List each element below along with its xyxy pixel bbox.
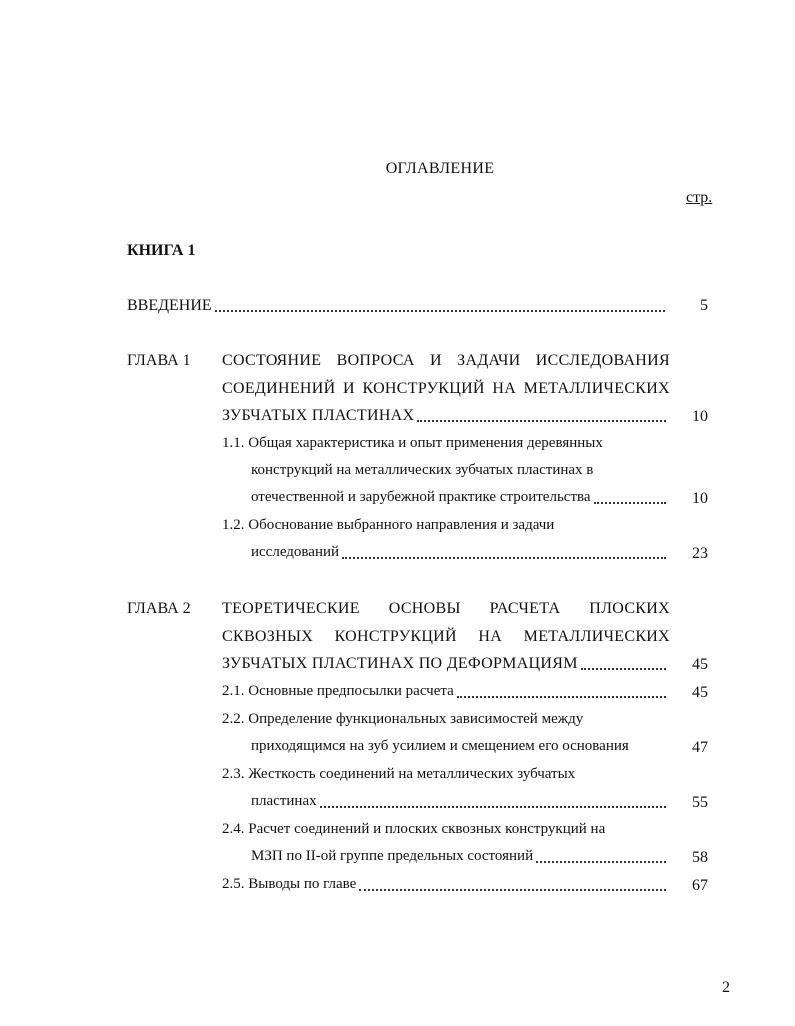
section-2-3-line-1: 2.3. Жесткость соединений на металлических зубчатых <box>222 766 576 782</box>
chapter-1-title-line-3: ЗУБЧАТЫХ ПЛАСТИНАХ <box>222 407 415 424</box>
book-label: КНИГА 1 <box>127 242 196 259</box>
toc-entry-page: 45 <box>692 684 708 701</box>
toc-entry-page: 23 <box>692 545 708 562</box>
chapter-2-label: ГЛАВА 2 <box>127 600 191 617</box>
dot-leader <box>320 806 666 808</box>
section-2-4-line-2: МЗП по II-ой группе предельных состояний <box>251 848 534 864</box>
toc-entry-intro[interactable] <box>127 297 669 315</box>
section-2-5-line-1: 2.5. Выводы по главе <box>222 876 357 892</box>
section-1-2-line-1: 1.2. Обоснование выбранного направления и задачи <box>222 517 555 533</box>
dot-leader <box>359 889 666 891</box>
chapter-1-title-line-1: СОСТОЯНИЕ ВОПРОСА И ЗАДАЧИ ИССЛЕДОВАНИЯ <box>222 352 670 369</box>
section-2-2-line-1: 2.2. Определение функциональных зависимостей между <box>222 711 584 727</box>
toc-entry-page: 47 <box>692 739 708 756</box>
toc-entry-section-1-1[interactable] <box>251 489 670 506</box>
section-2-2-line-2: приходящимся на зуб усилием и смещением его основания <box>251 738 629 754</box>
toc-entry-label: ВВЕДЕНИЕ <box>127 297 212 314</box>
dot-leader <box>215 310 665 312</box>
chapter-2-title-line-1: ТЕОРЕТИЧЕСКИЕ ОСНОВЫ РАСЧЕТА ПЛОСКИХ <box>222 600 670 617</box>
page-column-label: стр. <box>686 189 713 206</box>
chapter-1-label: ГЛАВА 1 <box>127 352 191 369</box>
toc-entry-section-2-3[interactable] <box>251 793 670 810</box>
toc-entry-page: 58 <box>692 849 708 866</box>
chapter-2-title-line-2: СКВОЗНЫХ КОНСТРУКЦИЙ НА МЕТАЛЛИЧЕСКИХ <box>222 628 670 645</box>
dot-leader <box>417 420 666 422</box>
toc-entry-chapter-1[interactable] <box>222 407 670 425</box>
toc-title: ОГЛАВЛЕНИЕ <box>385 160 495 177</box>
chapter-2-title-line-3: ЗУБЧАТЫХ ПЛАСТИНАХ ПО ДЕФОРМАЦИЯМ <box>222 655 578 672</box>
toc-entry-page: 45 <box>692 656 708 673</box>
section-1-1-line-1: 1.1. Общая характеристика и опыт применения деревянных <box>222 435 603 451</box>
section-2-1-line-1: 2.1. Основные предпосылки расчета <box>222 683 454 699</box>
section-1-1-line-2: конструкций на металлических зубчатых пластинах в <box>251 462 594 478</box>
dot-leader <box>342 557 666 559</box>
toc-entry-page: 10 <box>692 490 708 507</box>
toc-entry-page: 5 <box>700 297 708 314</box>
toc-entry-page: 10 <box>692 408 708 425</box>
section-2-4-line-1: 2.4. Расчет соединений и плоских сквозных конструкций на <box>222 821 606 837</box>
toc-entry-page: 67 <box>692 877 708 894</box>
section-1-2-line-2: исследований <box>251 544 340 560</box>
toc-entry-section-2-4[interactable] <box>251 848 670 865</box>
chapter-1-title-line-2: СОЕДИНЕНИЙ И КОНСТРУКЦИЙ НА МЕТАЛЛИЧЕСКИХ <box>222 380 670 397</box>
toc-entry-section-1-2[interactable] <box>251 544 670 561</box>
toc-entry-section-2-5[interactable] <box>222 876 670 893</box>
toc-entry-section-2-1[interactable] <box>222 683 670 700</box>
dot-leader <box>457 696 666 698</box>
section-2-3-line-2: пластинах <box>251 793 317 809</box>
dot-leader <box>581 668 666 670</box>
section-1-1-line-3: отечественной и зарубежной практике строительства <box>251 489 591 505</box>
dot-leader <box>594 502 666 504</box>
page-number: 2 <box>722 979 730 996</box>
dot-leader <box>536 861 666 863</box>
toc-entry-page: 55 <box>692 794 708 811</box>
toc-entry-chapter-2[interactable] <box>222 655 670 673</box>
